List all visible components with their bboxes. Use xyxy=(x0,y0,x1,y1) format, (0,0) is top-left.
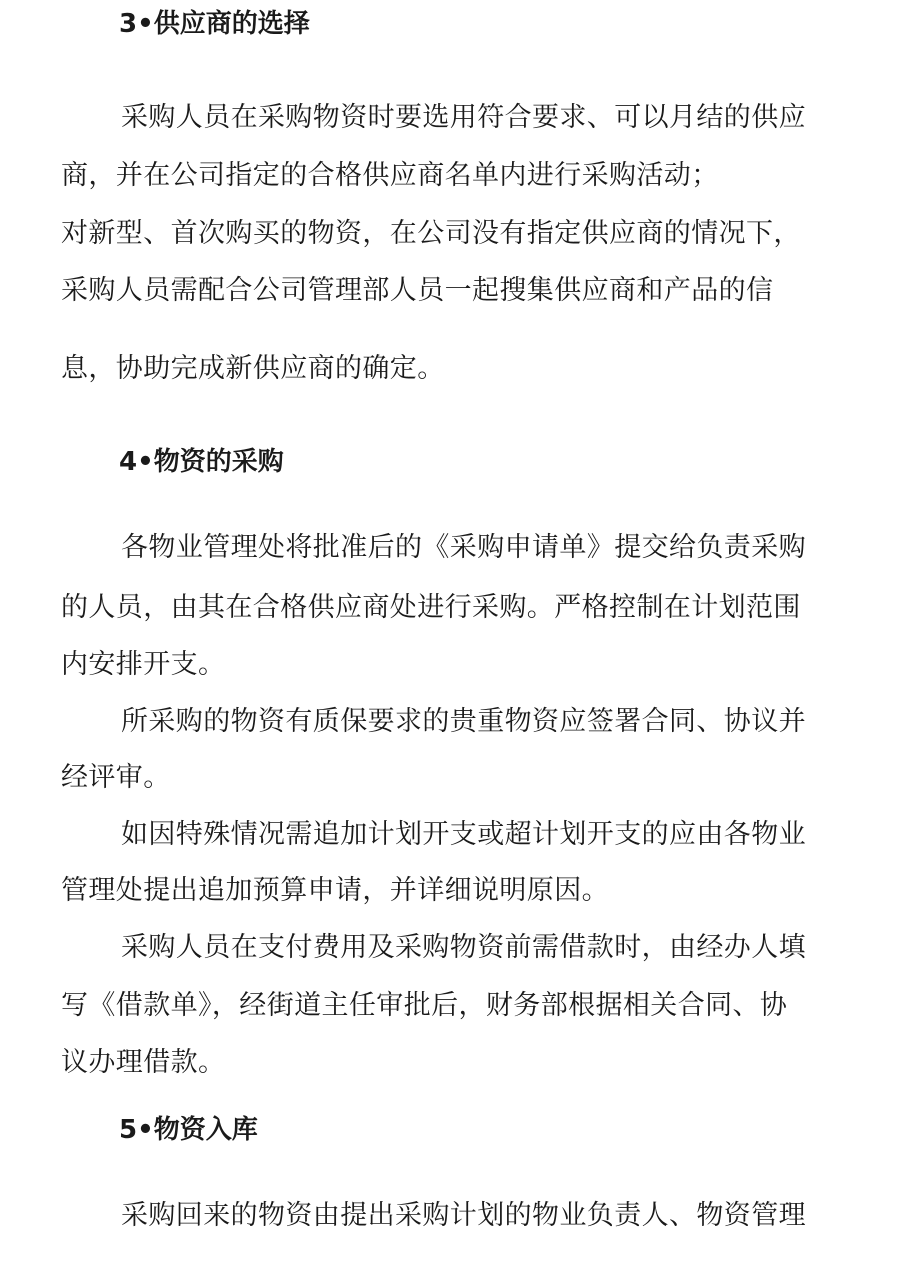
paragraph-line: 经评审。 xyxy=(61,762,171,793)
paragraph-line: 息，协助完成新供应商的确定。 xyxy=(61,353,445,384)
section-heading-5 xyxy=(119,1112,258,1148)
paragraph-line: 写《借款单》，经街道主任审批后，财务部根据相关合同、协 xyxy=(61,990,788,1021)
paragraph-line: 如因特殊情况需追加计划开支或超计划开支的应由各物业 xyxy=(121,819,806,850)
section-heading-3 xyxy=(119,6,310,42)
section-number: 3 xyxy=(119,9,138,39)
section-number: 4 xyxy=(119,447,138,477)
paragraph-line: 采购人员在采购物资时要选用符合要求、可以月结的供应 xyxy=(121,102,806,133)
paragraph-line: 的人员，由其在合格供应商处进行采购。严格控制在计划范围 xyxy=(61,592,801,623)
paragraph-line: 管理处提出追加预算申请，并详细说明原因。 xyxy=(61,875,609,906)
paragraph-line: 采购回来的物资由提出采购计划的物业负责人、物资管理 xyxy=(121,1200,806,1231)
paragraph-line: 商，并在公司指定的合格供应商名单内进行采购活动； xyxy=(61,160,719,191)
paragraph-line: 对新型、首次购买的物资，在公司没有指定供应商的情况下， xyxy=(61,218,801,249)
paragraph-line: 各物业管理处将批准后的《采购申请单》提交给负责采购 xyxy=(121,532,806,563)
section-heading-4 xyxy=(119,444,284,480)
section-title: •物资入库 xyxy=(137,1115,258,1145)
paragraph-line: 采购人员在支付费用及采购物资前需借款时，由经办人填 xyxy=(121,932,806,963)
paragraph-line: 内安排开支。 xyxy=(61,649,226,680)
paragraph-line: 所采购的物资有质保要求的贵重物资应签署合同、协议并 xyxy=(121,706,806,737)
paragraph-line: 采购人员需配合公司管理部人员一起搜集供应商和产品的信 xyxy=(61,275,774,306)
section-title: •供应商的选择 xyxy=(137,9,310,39)
section-title: •物资的采购 xyxy=(137,447,284,477)
section-number: 5 xyxy=(119,1115,138,1145)
paragraph-line: 议办理借款。 xyxy=(61,1047,226,1078)
